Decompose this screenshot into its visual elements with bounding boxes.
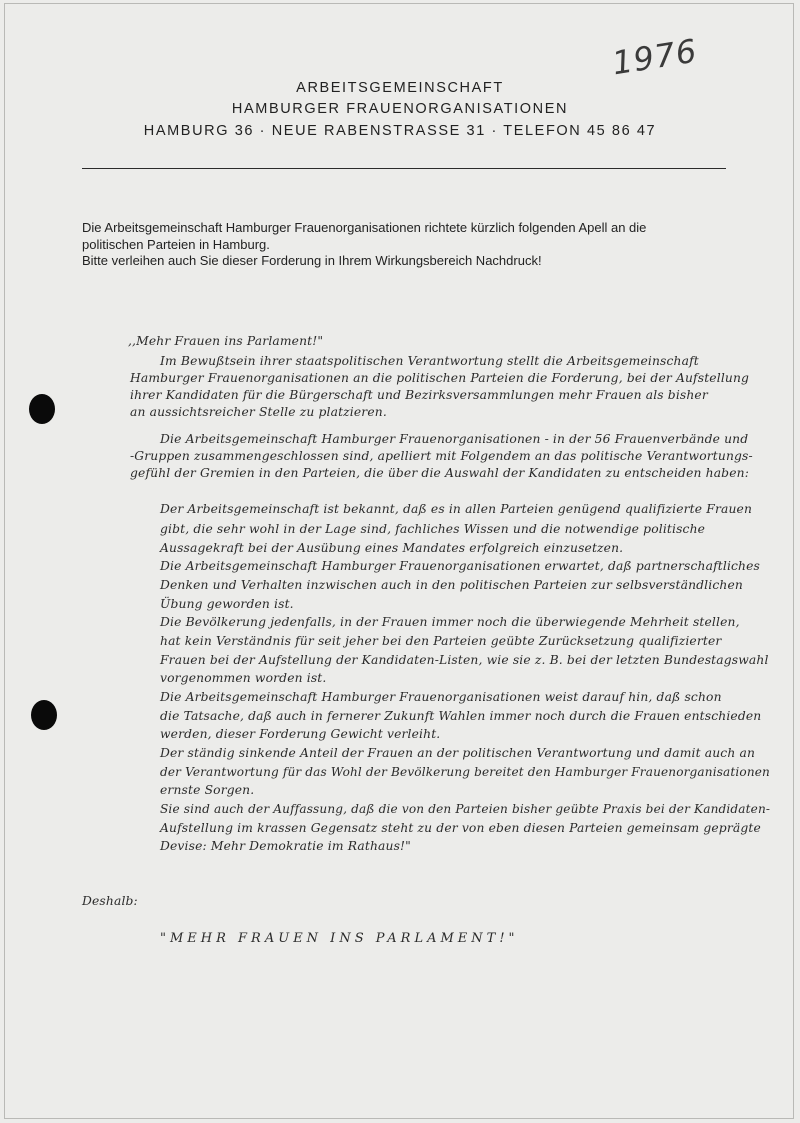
punch-hole xyxy=(29,394,55,424)
appeal-point-line: der Verantwortung für das Wohl der Bevölkerung bereitet den Hamburger Frauenorganisationen xyxy=(160,765,770,779)
appeal-paragraph-line: an aussichtsreicher Stelle zu platzieren. xyxy=(130,405,387,419)
appeal-point-line: Sie sind auch der Auffassung, daß die von den Parteien bisher geübte Praxis bei der Kandidaten- xyxy=(160,802,771,816)
letterhead-address: HAMBURG 36 · NEUE RABENSTRASSE 31 · TELEFON 45 86 47 xyxy=(143,123,657,139)
appeal-point-line: Übung geworden ist. xyxy=(160,597,294,611)
appeal-point-line: Frauen bei der Aufstellung der Kandidaten-Listen, wie sie z. B. bei der letzten Bundestagswahl xyxy=(160,653,769,667)
appeal-point-line: Die Bevölkerung jedenfalls, in der Frauen immer noch die überwiegende Mehrheit stellen, xyxy=(160,615,740,629)
appeal-point-line: gibt, die sehr wohl in der Lage sind, fachliches Wissen und die notwendige politische xyxy=(160,522,706,536)
appeal-point-line: Devise: Mehr Demokratie im Rathaus!" xyxy=(160,839,411,853)
appeal-point-line: vorgenommen worden ist. xyxy=(160,671,327,685)
punch-hole xyxy=(31,700,57,730)
appeal-point-line: hat kein Verständnis für seit jeher bei den Parteien geübte Zurücksetzung qualifizierter xyxy=(160,634,722,648)
appeal-point-line: Denken und Verhalten inzwischen auch in den politischen Parteien zur selbsverständlichen xyxy=(160,578,743,592)
appeal-point-line: Die Arbeitsgemeinschaft Hamburger Frauenorganisationen weist darauf hin, daß schon xyxy=(160,690,722,704)
appeal-paragraph-line: gefühl der Gremien in den Parteien, die über die Auswahl der Kandidaten zu entscheiden haben: xyxy=(130,466,749,480)
letterhead-organisation: ARBEITSGEMEINSCHAFT xyxy=(296,80,504,96)
appeal-paragraph-line: Die Arbeitsgemeinschaft Hamburger Frauenorganisationen - in der 56 Frauenverbände und xyxy=(160,432,749,446)
appeal-point-line: Der Arbeitsgemeinschaft ist bekannt, daß es in allen Parteien genügend qualifizierte Frauen xyxy=(160,502,753,516)
intro-line: Bitte verleihen auch Sie dieser Forderung in Ihrem Wirkungsbereich Nachdruck! xyxy=(82,253,542,268)
intro-line: politischen Parteien in Hamburg. xyxy=(82,237,270,252)
appeal-point-line: ernste Sorgen. xyxy=(160,783,255,797)
appeal-paragraph-line: ihrer Kandidaten für die Bürgerschaft und Bezirksversammlungen mehr Frauen als bisher xyxy=(130,388,708,402)
appeal-point-line: Aussagekraft bei der Ausübung eines Mandates erfolgreich einzusetzen. xyxy=(160,541,624,555)
appeal-paragraph-line: Im Bewußtsein ihrer staatspolitischen Verantwortung stellt die Arbeitsgemeinschaft xyxy=(160,354,699,368)
letterhead-divider xyxy=(82,168,726,169)
handwritten-year-annotation: 1976 xyxy=(609,31,700,83)
appeal-paragraph-line: -Gruppen zusammengeschlossen sind, apelliert mit Folgendem an das politische Verantwortungs- xyxy=(130,449,753,463)
appeal-point-line: werden, dieser Forderung Gewicht verleiht. xyxy=(160,727,441,741)
appeal-paragraph-line: Hamburger Frauenorganisationen an die politischen Parteien die Forderung, bei der Aufstellung xyxy=(130,371,750,385)
appeal-point-line: Aufstellung im krassen Gegensatz steht zu der von eben diesen Parteien gemeinsam geprägte xyxy=(160,821,761,835)
appeal-point-line: Der ständig sinkende Anteil der Frauen an der politischen Verantwortung und damit auch an xyxy=(160,746,756,760)
closing-label: Deshalb: xyxy=(82,894,138,908)
appeal-point-line: Die Arbeitsgemeinschaft Hamburger Frauenorganisationen erwartet, daß partnerschaftliches xyxy=(160,559,761,573)
letterhead-organisation-name: HAMBURGER FRAUENORGANISATIONEN xyxy=(231,101,569,117)
appeal-heading: ,,Mehr Frauen ins Parlament!" xyxy=(128,334,324,348)
appeal-point-line: die Tatsache, daß auch in fernerer Zukunft Wahlen immer noch durch die Frauen entschieden xyxy=(160,709,762,723)
closing-slogan: "MEHR FRAUEN INS PARLAMENT!" xyxy=(160,931,519,946)
intro-line: Die Arbeitsgemeinschaft Hamburger Frauenorganisationen richtete kürzlich folgenden Apell an die xyxy=(82,220,647,235)
